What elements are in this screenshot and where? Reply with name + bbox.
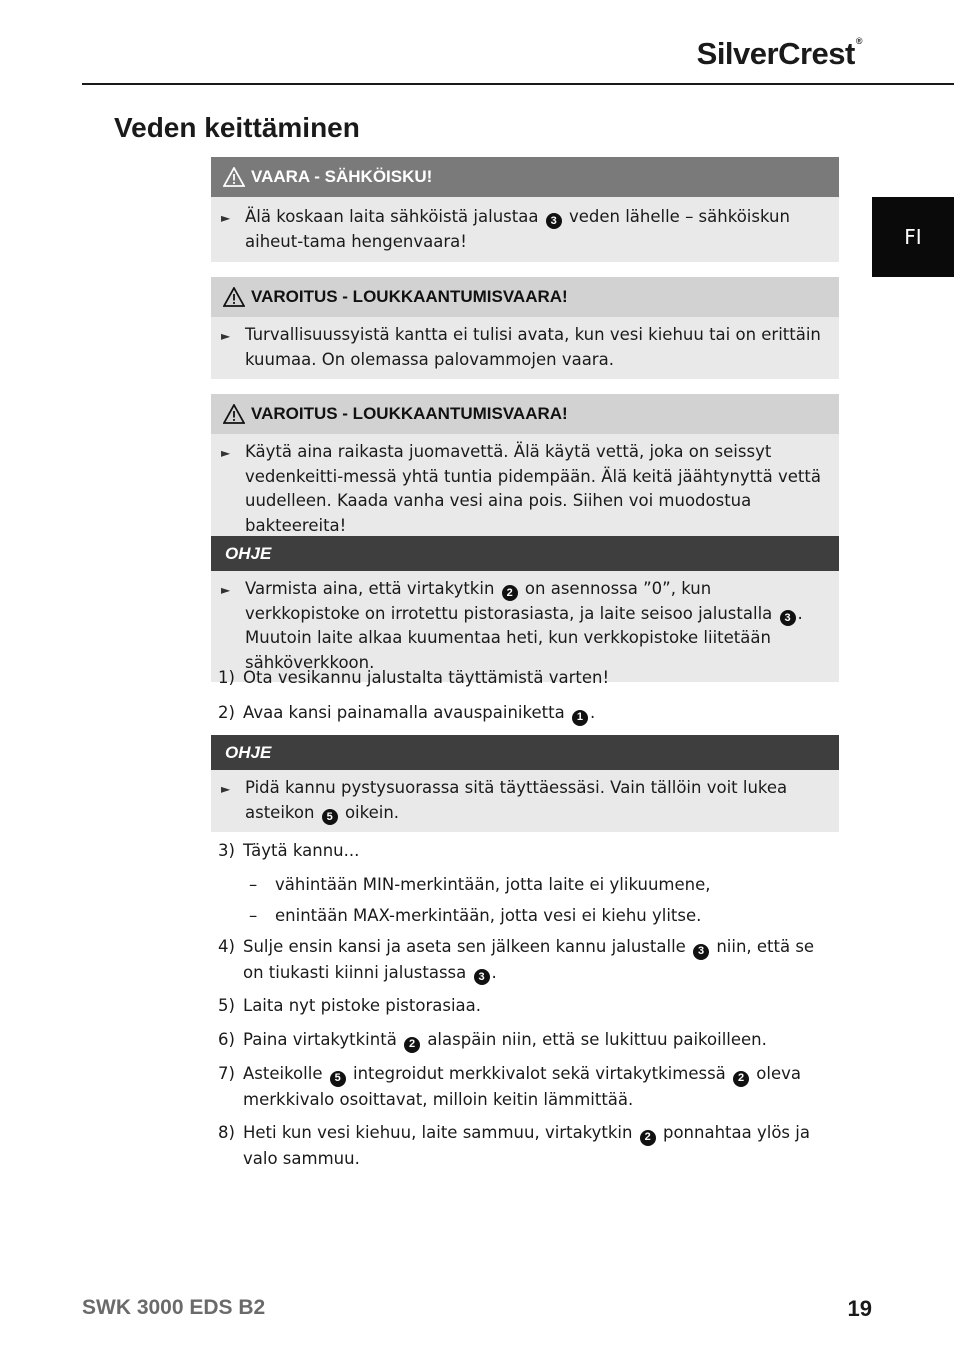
step-3-item-max: – enintään MAX-merkintään, jotta vesi ei kiehu ylitse. bbox=[249, 906, 702, 925]
injury-warning-body-1: ► Turvallisuussyistä kantta ei tulisi avata, kun vesi kiehuu tai on erittäin kuumaa. On olemassa palovammojen vaara. bbox=[211, 317, 839, 379]
header-rule bbox=[82, 83, 954, 85]
ref-number-badge: 2 bbox=[404, 1037, 420, 1053]
ref-number-badge: 3 bbox=[546, 213, 562, 229]
ref-number-badge: 1 bbox=[572, 710, 588, 726]
danger-title: VAARA - SÄHKÖISKU! bbox=[251, 167, 433, 186]
step-1: 1) Ota vesikannu jalustalta täyttämistä varten! bbox=[218, 668, 610, 687]
injury-warning-box-2 bbox=[211, 394, 839, 545]
step-7: 7) Asteikolle 5 integroidut merkkivalot sekä virtakytkimessä 2 oleva merkkivalo osoittavat, milloin keitin lämmittää. bbox=[218, 1064, 802, 1109]
step-8: 8) Heti kun vesi kiehuu, laite sammuu, virtakytkin 2 ponnahtaa ylös ja valo sammuu. bbox=[218, 1123, 810, 1168]
ref-number-badge: 3 bbox=[693, 944, 709, 960]
page-title: Veden keittäminen bbox=[114, 112, 360, 143]
ref-number-badge: 2 bbox=[733, 1071, 749, 1087]
language-tab: FI bbox=[872, 197, 954, 277]
danger-box bbox=[211, 157, 839, 262]
ref-number-badge: 2 bbox=[502, 585, 518, 601]
injury-warning-box-1 bbox=[211, 277, 839, 379]
warning-triangle-icon bbox=[223, 287, 245, 307]
footer-model: SWK 3000 EDS B2 bbox=[82, 1296, 266, 1319]
bullet-arrow-icon: ► bbox=[221, 211, 231, 225]
note-header-2: OHJE bbox=[211, 735, 839, 770]
warning-triangle-icon bbox=[223, 404, 245, 424]
ref-number-badge: 3 bbox=[474, 969, 490, 985]
injury-warning-header-1 bbox=[211, 277, 839, 317]
note-body-1: ► Varmista aina, että virtakytkin 2 on asennossa ”0”, kun verkkopistoke on irrotettu pistorasiasta, ja laite seisoo jalustalla 3 . Muutoin laite alkaa kuumentaa heti, kun verkkopistoke liitetään sähköverkkoon. bbox=[211, 571, 839, 682]
injury-warning-body-2: ► Käytä aina raikasta juomavettä. Älä käytä vettä, joka on seissyt vedenkeitti-messä yhtä tuntia pidempään. Älä keitä jäähtynyttä vettä uudelleen. Kaada vanha vesi aina pois. Siihen voi muodostua bakteereita! bbox=[211, 434, 839, 545]
step-2: 2) Avaa kansi painamalla avauspainiketta 1 . bbox=[218, 700, 838, 726]
note-body-2: ► Pidä kannu pystysuorassa sitä täyttäessäsi. Vain tällöin voit lukea asteikon 5 oikein. bbox=[211, 770, 839, 832]
injury-warning-title-1: VAROITUS - LOUKKAANTUMISVAARA! bbox=[251, 287, 568, 306]
injury-warning-header-2 bbox=[211, 394, 839, 434]
brand-logo: SilverCrest® bbox=[696, 36, 862, 71]
bullet-arrow-icon: ► bbox=[221, 782, 231, 796]
step-4: 4) Sulje ensin kansi ja aseta sen jälkeen kannu jalustalle 3 niin, että se on tiukasti kiinni jalustassa 3 . bbox=[218, 934, 838, 985]
bullet-arrow-icon: ► bbox=[221, 329, 231, 343]
injury-warning-title-2: VAROITUS - LOUKKAANTUMISVAARA! bbox=[251, 404, 568, 423]
ref-number-badge: 5 bbox=[322, 809, 338, 825]
ref-number-badge: 3 bbox=[780, 610, 796, 626]
note-header-1: OHJE bbox=[211, 536, 839, 571]
registered-mark: ® bbox=[855, 36, 862, 46]
page-number: 19 bbox=[847, 1296, 872, 1321]
ref-number-badge: 5 bbox=[330, 1071, 346, 1087]
note-box-2 bbox=[211, 735, 839, 832]
step-3-item-min: – vähintään MIN-merkintään, jotta laite ei ylikuumene, bbox=[249, 875, 711, 894]
step-3: 3) Täytä kannu... bbox=[218, 841, 360, 860]
step-5: 5) Laita nyt pistoke pistorasiaa. bbox=[218, 996, 481, 1015]
danger-body: ► Älä koskaan laita sähköistä jalustaa 3 veden lähelle – sähköiskun aiheut-tama hengenvaara! bbox=[211, 197, 839, 262]
ref-number-badge: 2 bbox=[640, 1130, 656, 1146]
step-6: 6) Paina virtakytkintä 2 alaspäin niin, että se lukittuu paikoilleen. bbox=[218, 1027, 838, 1053]
note-box-1 bbox=[211, 536, 839, 682]
bullet-arrow-icon: ► bbox=[221, 583, 231, 597]
danger-box-header bbox=[211, 157, 839, 197]
bullet-arrow-icon: ► bbox=[221, 446, 231, 460]
warning-triangle-icon bbox=[223, 167, 245, 187]
